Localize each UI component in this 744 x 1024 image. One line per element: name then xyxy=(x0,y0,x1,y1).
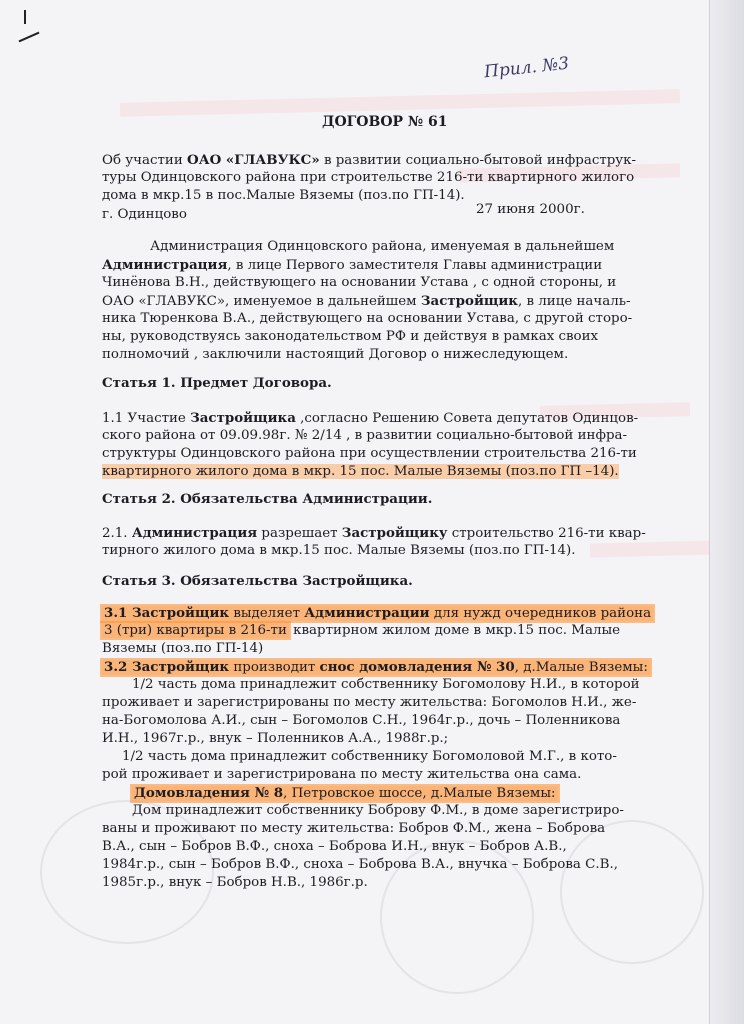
preamble-line: ны, руководствуясь законодательством РФ и действуя в рамках своих xyxy=(102,329,599,344)
article-1-line: ского района от 09.09.98г. № 2/14 , в развитии социально-бытовой инфра- xyxy=(102,428,628,443)
article-3-heading: Статья 3. Обязательства Застройщика. xyxy=(102,573,413,589)
article-3-line: 3 (три) квартиры в 216-ти квартирном жилом доме в мкр.15 пос. Малые xyxy=(104,623,621,638)
subject-line: туры Одинцовского района при строительстве 216-ти квартирного жилого xyxy=(102,170,635,185)
document-title: ДОГОВОР № 61 xyxy=(322,114,448,130)
corner-mark xyxy=(19,32,40,43)
article-3-line: проживает и зарегистрированы по месту жительства: Богомолов Н.И., же- xyxy=(102,695,637,710)
preamble-line: ОАО «ГЛАВУКС», именуемое в дальнейшем Застройщик, в лице началь- xyxy=(102,293,631,309)
document-date: 27 июня 2000г. xyxy=(476,202,585,217)
article-1-line: структуры Одинцовского района при осуществлении строительства 216-ти xyxy=(102,446,637,461)
article-3-line: В.А., сын – Бобров В.Ф., сноха – Боброва И.Н., внук – Бобров А.В., xyxy=(102,839,567,854)
article-3-line: Дом принадлежит собственнику Боброву Ф.М., в доме зарегистриро- xyxy=(132,803,624,818)
handwritten-note: Прил. №3 xyxy=(483,53,571,83)
page-edge-shadow xyxy=(709,0,744,1024)
article-3-line: на-Богомолова А.И., сын – Богомолов С.Н., 1964г.р., дочь – Поленникова xyxy=(102,713,621,728)
preamble-line: ника Тюренкова В.А., действующего на основании Устава, с другой сторо- xyxy=(102,311,633,326)
article-3-line: И.Н., 1967г.р., внук – Поленников А.А., 1988г.р.; xyxy=(102,731,449,746)
article-1-line: квартирного жилого дома в мкр. 15 пос. Малые Вяземы (поз.по ГП –14). xyxy=(102,464,619,479)
article-3-line: Вяземы (поз.по ГП-14) xyxy=(102,641,264,656)
article-3-line: рой проживает и зарегистрирована по месту жительства она сама. xyxy=(102,767,582,782)
preamble-line: Администрация Одинцовского района, именуемая в дальнейшем xyxy=(150,239,615,254)
article-3-line: Домовладения № 8, Петровское шоссе, д.Малые Вяземы: xyxy=(134,785,556,801)
preamble-line: Чинёнова В.Н., действующего на основании Устава , с одной стороны, и xyxy=(102,275,617,290)
preamble-line: полномочий , заключили настоящий Договор о нижеследующем. xyxy=(102,347,569,362)
corner-mark xyxy=(24,10,26,24)
article-2-line: тирного жилого дома в мкр.15 пос. Малые Вяземы (поз.по ГП-14). xyxy=(102,543,576,558)
article-3-line: 1985г.р., внук – Бобров Н.В., 1986г.р. xyxy=(102,875,368,890)
document-city: г. Одинцово xyxy=(102,207,187,222)
subject-line: Об участии ОАО «ГЛАВУКС» в развитии социально-бытовой инфраструк- xyxy=(102,152,637,168)
article-3-line: 1/2 часть дома принадлежит собственнику Богомолову Н.И., в которой xyxy=(132,677,640,692)
article-3-line: 3.1 Застройщик выделяет Администрации для нужд очередников района xyxy=(104,605,652,621)
article-1-heading: Статья 1. Предмет Договора. xyxy=(102,375,332,391)
article-3-line: 1984г.р., сын – Бобров В.Ф., сноха – Боброва В.А., внучка – Боброва С.В., xyxy=(102,857,618,872)
preamble-line: Администрация, в лице Первого заместителя Главы администрации xyxy=(102,257,603,273)
article-2-heading: Статья 2. Обязательства Администрации. xyxy=(102,491,433,507)
article-2-line: 2.1. Администрация разрешает Застройщику строительство 216-ти квар- xyxy=(102,525,646,541)
article-3-line: 3.2 Застройщик производит снос домовладения № 30, д.Малые Вяземы: xyxy=(104,659,648,675)
subject-line: дома в мкр.15 в пос.Малые Вяземы (поз.по ГП-14). xyxy=(102,188,465,203)
article-3-line: 1/2 часть дома принадлежит собственнику Богомоловой М.Г., в кото- xyxy=(122,749,617,764)
article-3-line: ваны и проживают по месту жительства: Бобров Ф.М., жена – Боброва xyxy=(102,821,606,836)
article-1-line: 1.1 Участие Застройщика ,согласно Решению Совета депутатов Одинцов- xyxy=(102,410,639,426)
